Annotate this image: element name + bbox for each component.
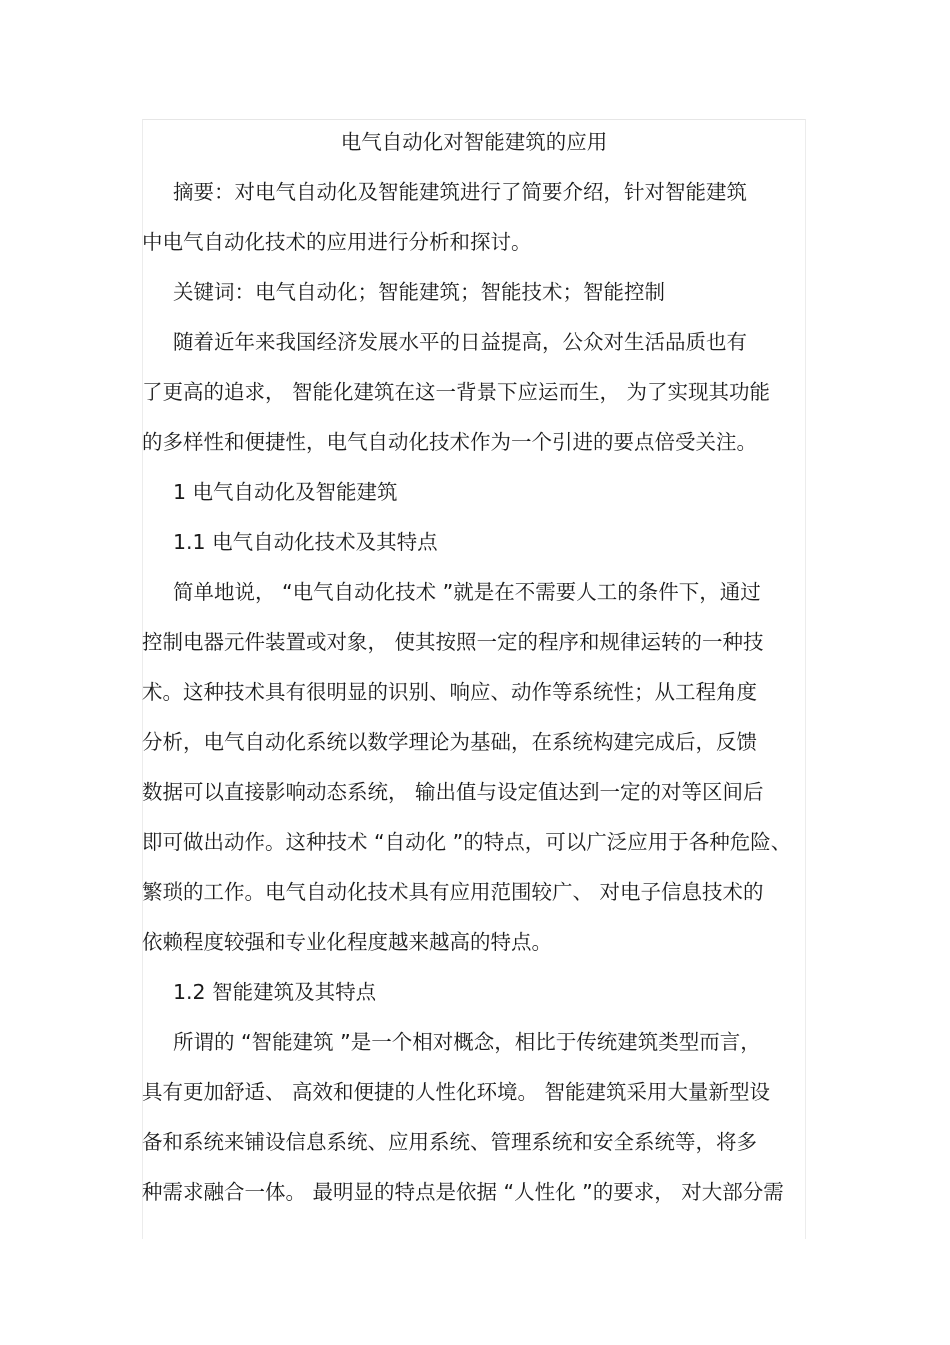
paragraph-line: 所谓的 “智能建筑 ”是一个相对概念，相比于传统建筑类型而言，	[173, 1030, 761, 1054]
paragraph-line: 具有更加舒适、 高效和便捷的人性化环境。 智能建筑采用大量新型设	[142, 1080, 771, 1104]
section-heading-1: 1 电气自动化及智能建筑	[173, 480, 398, 504]
abstract-line-1: 摘要：对电气自动化及智能建筑进行了简要介绍，针对智能建筑	[173, 180, 747, 204]
abstract-line-2: 中电气自动化技术的应用进行分析和探讨。	[142, 230, 532, 254]
paragraph-line: 随着近年来我国经济发展水平的日益提高，公众对生活品质也有	[173, 330, 747, 354]
paragraph-line: 简单地说， “电气自动化技术 ”就是在不需要人工的条件下，通过	[173, 580, 761, 604]
section-heading-1-1: 1.1 电气自动化技术及其特点	[173, 530, 438, 554]
paragraph-line: 控制电器元件装置或对象， 使其按照一定的程序和规律运转的一种技	[142, 630, 764, 654]
paragraph-line: 种需求融合一体。 最明显的特点是依据 “人性化 ”的要求， 对大部分需	[142, 1180, 784, 1204]
paragraph-line: 术。这种技术具有很明显的识别、响应、动作等系统性；从工程角度	[142, 680, 757, 704]
paragraph-line: 备和系统来铺设信息系统、应用系统、管理系统和安全系统等，将多	[142, 1130, 757, 1154]
paragraph-line: 即可做出动作。这种技术 “自动化 ”的特点，可以广泛应用于各种危险、	[142, 830, 792, 854]
paragraph-line: 繁琐的工作。电气自动化技术具有应用范围较广、 对电子信息技术的	[142, 880, 764, 904]
section-heading-1-2: 1.2 智能建筑及其特点	[173, 980, 377, 1004]
keywords-line: 关键词：电气自动化；智能建筑；智能技术；智能控制	[173, 280, 665, 304]
document-title: 电气自动化对智能建筑的应用	[340, 130, 608, 154]
paragraph-line: 分析，电气自动化系统以数学理论为基础，在系统构建完成后，反馈	[142, 730, 757, 754]
paragraph-line: 了更高的追求， 智能化建筑在这一背景下应运而生， 为了实现其功能	[142, 380, 771, 404]
paragraph-line: 数据可以直接影响动态系统， 输出值与设定值达到一定的对等区间后	[142, 780, 764, 804]
paragraph-line: 的多样性和便捷性，电气自动化技术作为一个引进的要点倍受关注。	[142, 430, 757, 454]
paragraph-line: 依赖程度较强和专业化程度越来越高的特点。	[142, 930, 552, 954]
